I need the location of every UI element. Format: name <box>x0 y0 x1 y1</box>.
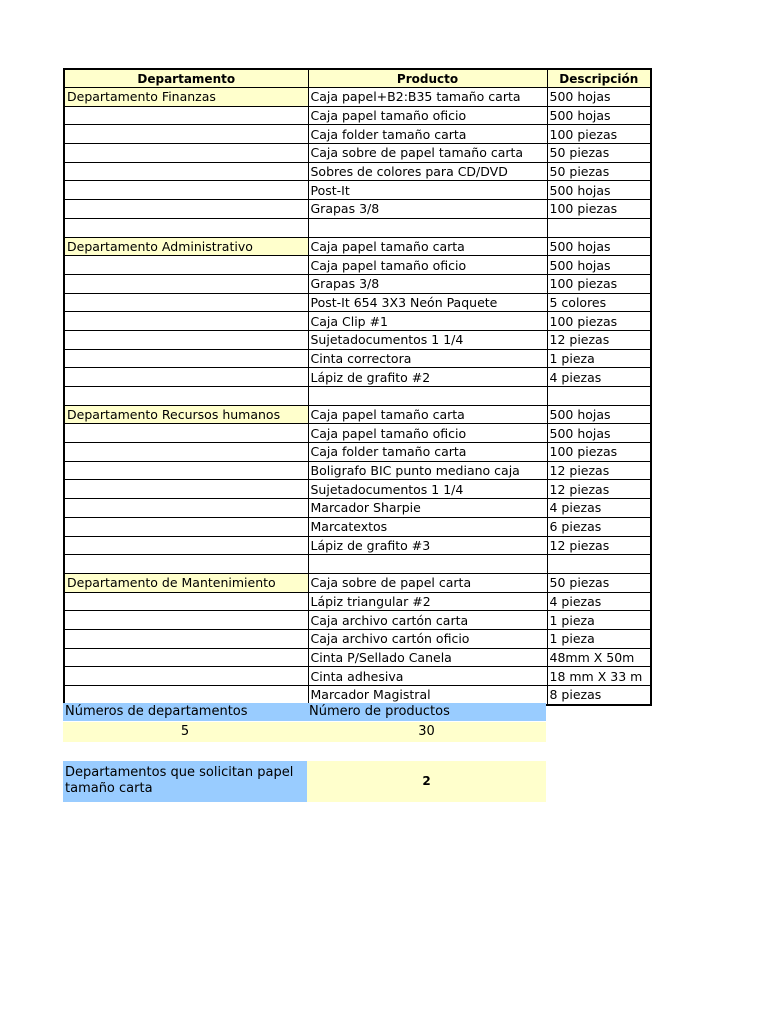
cell-departamento[interactable] <box>64 387 308 406</box>
header-producto[interactable]: Producto <box>308 69 547 88</box>
cell-departamento[interactable] <box>64 125 308 144</box>
cell-departamento[interactable] <box>64 648 308 667</box>
cell-producto[interactable]: Sujetadocumentos 1 1/4 <box>308 330 547 349</box>
carta-departments-label[interactable]: Departamentos que solicitan papel tamaño carta <box>63 761 307 802</box>
cell-producto[interactable]: Caja sobre de papel carta <box>308 573 547 592</box>
table-row <box>64 274 651 293</box>
cell-descripcion[interactable] <box>547 218 651 237</box>
table-row <box>64 293 651 312</box>
cell-producto[interactable]: Lápiz triangular #2 <box>308 592 547 611</box>
table-row <box>64 517 651 536</box>
cell-departamento[interactable] <box>64 443 308 462</box>
cell-departamento[interactable] <box>64 592 308 611</box>
table-row <box>64 405 651 424</box>
cell-departamento[interactable] <box>64 256 308 275</box>
table-row <box>64 536 651 555</box>
cell-producto[interactable]: Post-It 654 3X3 Neón Paquete <box>308 293 547 312</box>
cell-departamento[interactable] <box>64 312 308 331</box>
table-row <box>64 88 651 107</box>
supplies-table <box>63 68 652 706</box>
table-row <box>64 648 651 667</box>
cell-producto[interactable]: Cinta adhesiva <box>308 667 547 686</box>
table-row <box>64 218 651 237</box>
table-row <box>64 368 651 387</box>
cell-producto[interactable]: Caja papel tamaño oficio <box>308 256 547 275</box>
header-departamento[interactable]: Departamento <box>64 69 308 88</box>
cell-producto[interactable]: Marcatextos <box>308 517 547 536</box>
cell-departamento[interactable]: Departamento Administrativo <box>64 237 308 256</box>
table-row <box>64 424 651 443</box>
cell-producto[interactable]: Caja papel+B2:B35 tamaño carta <box>308 88 547 107</box>
table-row <box>64 667 651 686</box>
table-row <box>64 387 651 406</box>
table-row <box>64 237 651 256</box>
table-row <box>64 200 651 219</box>
cell-descripcion[interactable]: 100 piezas <box>547 200 651 219</box>
table-row <box>64 125 651 144</box>
cell-producto[interactable]: Grapas 3/8 <box>308 200 547 219</box>
cell-descripcion[interactable]: 1 pieza <box>547 611 651 630</box>
cell-departamento[interactable] <box>64 218 308 237</box>
cell-descripcion[interactable]: 5 colores <box>547 293 651 312</box>
cell-departamento[interactable] <box>64 611 308 630</box>
table-row <box>64 573 651 592</box>
cell-descripcion[interactable]: 500 hojas <box>547 424 651 443</box>
cell-departamento[interactable] <box>64 200 308 219</box>
cell-departamento[interactable] <box>64 536 308 555</box>
table-body <box>64 88 651 705</box>
table-row <box>64 330 651 349</box>
cell-departamento[interactable] <box>64 181 308 200</box>
cell-producto[interactable]: Caja folder tamaño carta <box>308 125 547 144</box>
cell-descripcion[interactable] <box>547 387 651 406</box>
cell-producto[interactable]: Cinta P/Sellado Canela <box>308 648 547 667</box>
cell-descripcion[interactable]: 50 piezas <box>547 162 651 181</box>
cell-descripcion[interactable]: 50 piezas <box>547 144 651 163</box>
cell-descripcion[interactable]: 4 piezas <box>547 592 651 611</box>
table-row <box>64 686 651 705</box>
table-row <box>64 499 651 518</box>
cell-producto[interactable] <box>308 387 547 406</box>
cell-producto[interactable] <box>308 218 547 237</box>
cell-departamento[interactable] <box>64 274 308 293</box>
cell-producto[interactable]: Caja sobre de papel tamaño carta <box>308 144 547 163</box>
cell-descripcion[interactable]: 6 piezas <box>547 517 651 536</box>
cell-descripcion[interactable]: 500 hojas <box>547 88 651 107</box>
table-row <box>64 480 651 499</box>
table-row <box>64 629 651 648</box>
cell-producto[interactable] <box>308 555 547 574</box>
cell-departamento[interactable] <box>64 686 308 705</box>
cell-producto[interactable]: Boligrafo BIC punto mediano caja <box>308 461 547 480</box>
cell-departamento[interactable] <box>64 499 308 518</box>
cell-descripcion[interactable]: 100 piezas <box>547 312 651 331</box>
cell-descripcion[interactable]: 12 piezas <box>547 461 651 480</box>
cell-producto[interactable]: Caja papel tamaño carta <box>308 405 547 424</box>
table-row <box>64 144 651 163</box>
table-row <box>64 349 651 368</box>
cell-producto[interactable]: Marcador Magistral <box>308 686 547 705</box>
cell-departamento[interactable] <box>64 162 308 181</box>
cell-producto[interactable]: Cinta correctora <box>308 349 547 368</box>
cell-descripcion[interactable]: 500 hojas <box>547 405 651 424</box>
table-row <box>64 181 651 200</box>
cell-descripcion[interactable]: 12 piezas <box>547 536 651 555</box>
cell-descripcion[interactable]: 4 piezas <box>547 499 651 518</box>
cell-departamento[interactable] <box>64 517 308 536</box>
cell-descripcion[interactable]: 12 piezas <box>547 480 651 499</box>
cell-descripcion[interactable]: 18 mm X 33 m <box>547 667 651 686</box>
cell-descripcion[interactable]: 1 pieza <box>547 629 651 648</box>
cell-producto[interactable]: Caja Clip #1 <box>308 312 547 331</box>
cell-descripcion[interactable] <box>547 555 651 574</box>
carta-departments-value[interactable]: 2 <box>307 761 546 802</box>
cell-producto[interactable]: Caja papel tamaño carta <box>308 237 547 256</box>
cell-descripcion[interactable]: 500 hojas <box>547 237 651 256</box>
cell-descripcion[interactable]: 48mm X 50m <box>547 648 651 667</box>
cell-departamento[interactable] <box>64 629 308 648</box>
cell-departamento[interactable] <box>64 106 308 125</box>
cell-departamento[interactable] <box>64 461 308 480</box>
table-row <box>64 555 651 574</box>
cell-producto[interactable]: Caja folder tamaño carta <box>308 443 547 462</box>
num-productos-value[interactable]: 30 <box>307 722 546 742</box>
cell-producto[interactable]: Sujetadocumentos 1 1/4 <box>308 480 547 499</box>
table-row <box>64 312 651 331</box>
num-departamentos-value[interactable]: 5 <box>63 722 307 742</box>
table-row <box>64 256 651 275</box>
cell-descripcion[interactable]: 500 hojas <box>547 106 651 125</box>
cell-descripcion[interactable]: 500 hojas <box>547 181 651 200</box>
cell-producto[interactable]: Grapas 3/8 <box>308 274 547 293</box>
cell-descripcion[interactable]: 8 piezas <box>547 686 651 705</box>
cell-departamento[interactable] <box>64 349 308 368</box>
cell-departamento[interactable] <box>64 555 308 574</box>
header-row <box>64 69 651 88</box>
cell-departamento[interactable] <box>64 667 308 686</box>
num-productos-label[interactable]: Número de productos <box>307 703 546 721</box>
table-row <box>64 461 651 480</box>
header-descripcion[interactable]: Descripción <box>547 69 651 88</box>
cell-descripcion[interactable]: 100 piezas <box>547 443 651 462</box>
table-row <box>64 106 651 125</box>
cell-producto[interactable]: Marcador Sharpie <box>308 499 547 518</box>
cell-descripcion[interactable]: 50 piezas <box>547 573 651 592</box>
cell-producto[interactable]: Lápiz de grafito #3 <box>308 536 547 555</box>
table-row <box>64 611 651 630</box>
cell-producto[interactable]: Sobres de colores para CD/DVD <box>308 162 547 181</box>
cell-departamento[interactable] <box>64 480 308 499</box>
cell-descripcion[interactable]: 500 hojas <box>547 256 651 275</box>
cell-producto[interactable]: Caja papel tamaño oficio <box>308 424 547 443</box>
cell-descripcion[interactable]: 4 piezas <box>547 368 651 387</box>
cell-departamento[interactable]: Departamento Recursos humanos <box>64 405 308 424</box>
table-row <box>64 162 651 181</box>
cell-producto[interactable]: Caja papel tamaño oficio <box>308 106 547 125</box>
cell-descripcion[interactable]: 1 pieza <box>547 349 651 368</box>
cell-producto[interactable]: Caja archivo cartón oficio <box>308 629 547 648</box>
cell-departamento[interactable] <box>64 144 308 163</box>
cell-descripcion[interactable]: 12 piezas <box>547 330 651 349</box>
cell-producto[interactable]: Lápiz de grafito #2 <box>308 368 547 387</box>
cell-descripcion[interactable]: 100 piezas <box>547 125 651 144</box>
num-departamentos-label[interactable]: Números de departamentos <box>63 703 307 721</box>
table-row <box>64 443 651 462</box>
cell-departamento[interactable] <box>64 330 308 349</box>
cell-departamento[interactable]: Departamento Finanzas <box>64 88 308 107</box>
cell-departamento[interactable] <box>64 368 308 387</box>
cell-departamento[interactable] <box>64 424 308 443</box>
cell-descripcion[interactable]: 100 piezas <box>547 274 651 293</box>
cell-producto[interactable]: Post-It <box>308 181 547 200</box>
cell-departamento[interactable] <box>64 293 308 312</box>
cell-departamento[interactable]: Departamento de Mantenimiento <box>64 573 308 592</box>
cell-producto[interactable]: Caja archivo cartón carta <box>308 611 547 630</box>
table-row <box>64 592 651 611</box>
